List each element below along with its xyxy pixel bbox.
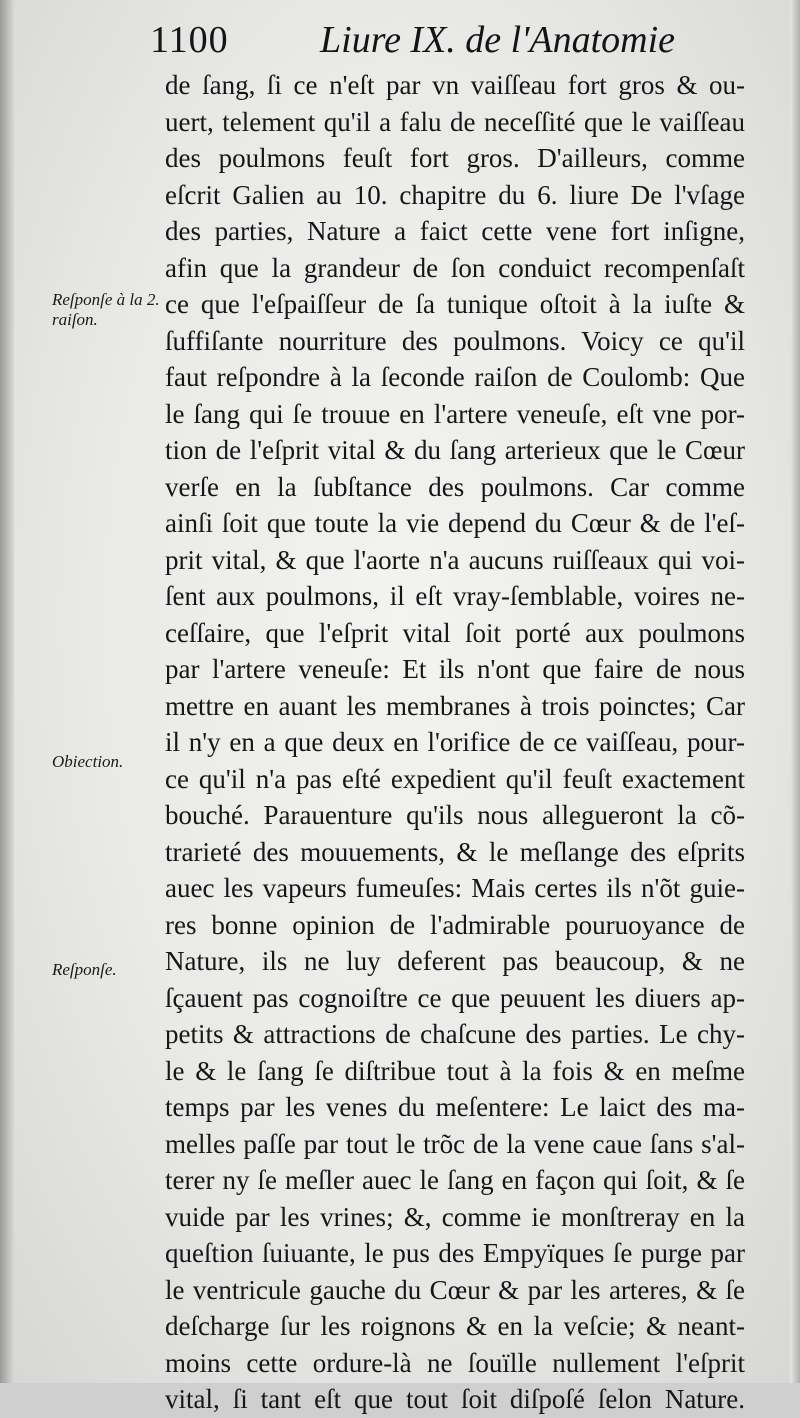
text-line: afin que la grandeur de ſon conduict recompenſaſt [165, 252, 745, 283]
text-line: petits & attractions de chaſcune des parties. Le chy- [165, 1019, 745, 1049]
page-left-edge [0, 0, 14, 1383]
text-line: tion de l'eſprit vital & du ſang arterieux que le Cœur [165, 435, 746, 465]
margin-note-response: Reſponſe. [52, 960, 117, 979]
text-line: ainſi ſoit que toute la vie depend du Cœur & de l'eſ- [165, 508, 745, 538]
text-line: terer ny ſe meſler auec le ſang en façon qui ſoit, & ſe [165, 1165, 745, 1195]
text-line: le ſang qui ſe trouue en l'artere veneuſe, eſt vne por- [165, 398, 746, 429]
text-line: prit vital, & que l'aorte n'a aucuns ruiſſeaux qui voi- [165, 544, 745, 575]
text-line: queſtion ſuiuante, le pus des Empyïques ſe purge par [165, 1238, 745, 1268]
text-line: uert, telement qu'il a falu de neceſſité que le vaiſſeau [165, 106, 745, 137]
text-line: ceſſaire, que l'eſprit vital ſoit porté aux poulmons [165, 617, 745, 648]
text-line: des parties, Nature a faict cette vene fort inſigne, [165, 216, 745, 246]
body-text [165, 67, 745, 1418]
text-line: vuide par les vrines; &, comme ie monſtreray en la [165, 1201, 745, 1232]
text-line: ſuffiſante nourriture des poulmons. Voicy ce qu'il [165, 325, 745, 356]
text-line: faut reſpondre à la ſeconde raiſon de Coulomb: Que [165, 362, 745, 392]
running-title: Liure IX. de l'Anatomie [320, 19, 675, 61]
text-line: melles paſſe par tout le trõc de la vene caue ſans s'al- [165, 1128, 745, 1159]
text-line: vital, ſi tant eſt que tout ſoit diſpoſé ſelon Nature. [165, 1384, 746, 1414]
text-line: bouché. Parauenture qu'ils nous allegueront la cõ- [165, 800, 746, 830]
text-line: auec les vapeurs fumeuſes: Mais certes ils n'õt guie- [165, 873, 745, 903]
text-line: Nature, ils ne luy deferent pas beaucoup, & ne [165, 946, 746, 976]
text-line: verſe en la ſubſtance des poulmons. Car comme [165, 471, 745, 502]
text-line: res bonne opinion de l'admirable pouruoyance de [165, 909, 745, 940]
text-line: ce qu'il n'a pas eſté expedient qu'il feuſt exactement [165, 763, 745, 794]
text-line: deſcharge ſur les roignons & en la veſcie; & neant- [165, 1311, 745, 1341]
text-line: de ſang, ſi ce n'eſt par vn vaiſſeau fort gros & ou- [165, 70, 746, 100]
text-line: des poulmons feuſt fort gros. D'ailleurs, comme [165, 143, 745, 173]
text-line: temps par les venes du meſentere: Le laict des ma- [165, 1092, 745, 1122]
text-line: le & le ſang ſe diſtribue tout à la fois & en meſme [165, 1055, 745, 1086]
text-line: le ventricule gauche du Cœur & par les arteres, & ſe [165, 1274, 746, 1305]
page-number: 1100 [150, 19, 229, 61]
text-line: mettre en auant les membranes à trois poinctes; Car [165, 690, 745, 721]
text-line: moins cette ordure-là ne ſouïlle nullement l'eſprit [165, 1347, 745, 1378]
margin-note-objection: Obiection. [52, 752, 124, 771]
page-header [150, 14, 675, 70]
text-line: trarieté des mouuements, & le meſlange des eſprits [165, 836, 746, 867]
text-line: eſcrit Galien au 10. chapitre du 6. liure De l'vſage [165, 179, 746, 210]
margin-note-response-second-reason: Reſponſe à la 2. raiſon. [52, 290, 160, 329]
text-line: ce que l'eſpaiſſeur de ſa tunique oſtoit à la iuſte & [165, 289, 745, 319]
text-line: ſçauent pas cognoiſtre ce que peuuent les diuers ap- [165, 982, 745, 1013]
text-line: ſent aux poulmons, il eſt vray-ſemblable, voires ne- [165, 581, 745, 611]
text-line: il n'y en a que deux en l'orifice de ce vaiſſeau, pour- [165, 727, 745, 757]
page-right-edge [790, 0, 800, 1383]
text-line: par l'artere veneuſe: Et ils n'ont que faire de nous [165, 654, 745, 684]
